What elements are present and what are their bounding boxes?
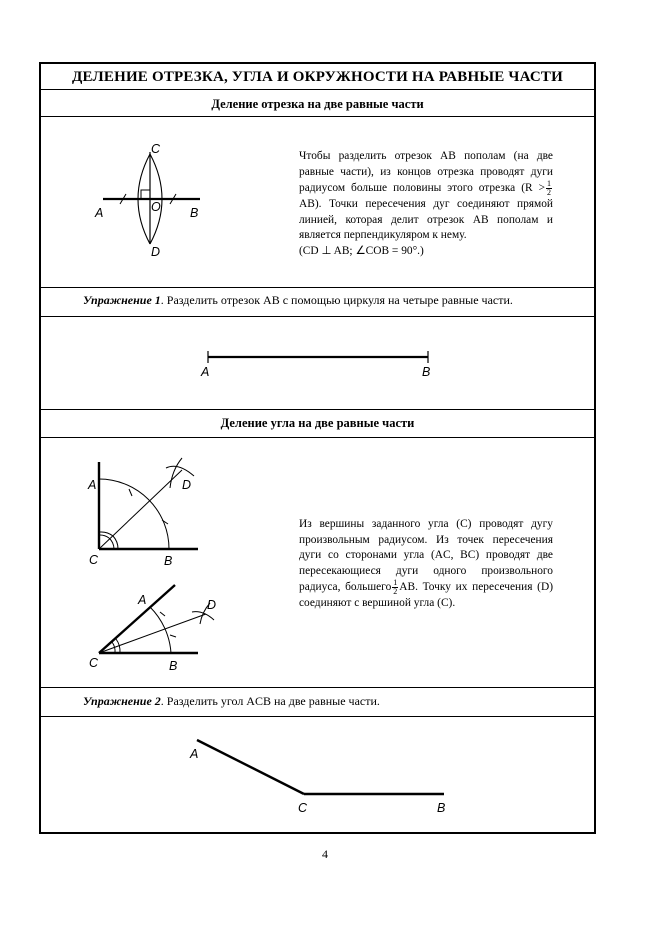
bisector [99, 470, 182, 549]
fraction-denominator: 2 [547, 188, 551, 198]
angle-figure-acute [89, 585, 216, 673]
tick-mark [170, 635, 176, 637]
label-c: C [89, 656, 99, 670]
tick-mark [162, 520, 168, 524]
fraction-numerator: 1 [393, 578, 398, 588]
segment-formula: (CD ⊥ AB; ∠COB = 90°.) [299, 244, 424, 257]
side-ca [197, 740, 304, 794]
tick-mark [129, 489, 132, 496]
side-ca [99, 585, 175, 653]
angle-figure-right [87, 458, 198, 568]
label-b: B [169, 659, 178, 673]
angle-mark [109, 538, 114, 549]
segment-section-title: Деление отрезка на две равные части [211, 97, 424, 111]
angle-text-1: Из вершины заданного угла (C) проводят дугу произвольным радиусом. Из точек пересечения дуги со сторонами угла (AC, BC) проводят две пересекающиеся дуги одного произвольного радиуса, большего [299, 518, 553, 594]
label-a: A [201, 365, 210, 379]
label-d: D [182, 478, 192, 492]
label-d: D [207, 598, 217, 612]
exercise-1-text: . Разделить отрезок AB с помощью циркуля на четыре равные части. [160, 293, 513, 307]
arc-cross [170, 458, 182, 488]
arc-cross [166, 466, 194, 476]
label-c: C [89, 553, 99, 567]
label-a: A [190, 747, 199, 761]
fraction-denominator: 2 [393, 587, 398, 597]
label-c: C [151, 142, 161, 156]
label-a: A [88, 478, 97, 492]
label-o: O [151, 200, 161, 214]
tick-mark [160, 612, 165, 616]
angle-text-2: AB. Точку их пересечения (D) соединяют с вершиной угла (C). [299, 581, 553, 610]
label-b: B [422, 365, 431, 379]
label-d: D [151, 245, 161, 259]
exercise-1-label: Упражнение 1 [83, 293, 161, 307]
angle-mark [100, 535, 109, 538]
segment-text-1: Чтобы разделить отрезок AB пополам (на две равные части), из концов отрезка проводят дуги радиусом больше половины этого отрезка (R > [299, 150, 553, 195]
label-c: C [298, 801, 308, 815]
exercise-2-text: . Разделить угол ACB на две равные части. [160, 694, 380, 708]
main-arc [150, 607, 171, 653]
page-title: ДЕЛЕНИЕ ОТРЕЗКА, УГЛА И ОКРУЖНОСТИ НА РАВНЫЕ ЧАСТИ [71, 69, 564, 85]
label-b: B [437, 801, 446, 815]
angle-section-title: Деление угла на две равные части [220, 416, 415, 430]
segment-text-2: AB). Точки пересечения дуг соединяют прямой линией, которая делит отрезок AB пополам и является перпендикуляром к нему. [299, 198, 553, 242]
label-a: A [138, 593, 147, 607]
label-b: B [190, 206, 199, 220]
fraction-numerator: 1 [547, 179, 551, 189]
exercise-2-angle [189, 740, 445, 815]
right-angle-mark [141, 190, 150, 199]
exercise-2-label: Упражнение 2 [83, 694, 161, 708]
page-number: 4 [322, 847, 328, 861]
label-a: A [95, 206, 104, 220]
label-b: B [164, 554, 173, 568]
